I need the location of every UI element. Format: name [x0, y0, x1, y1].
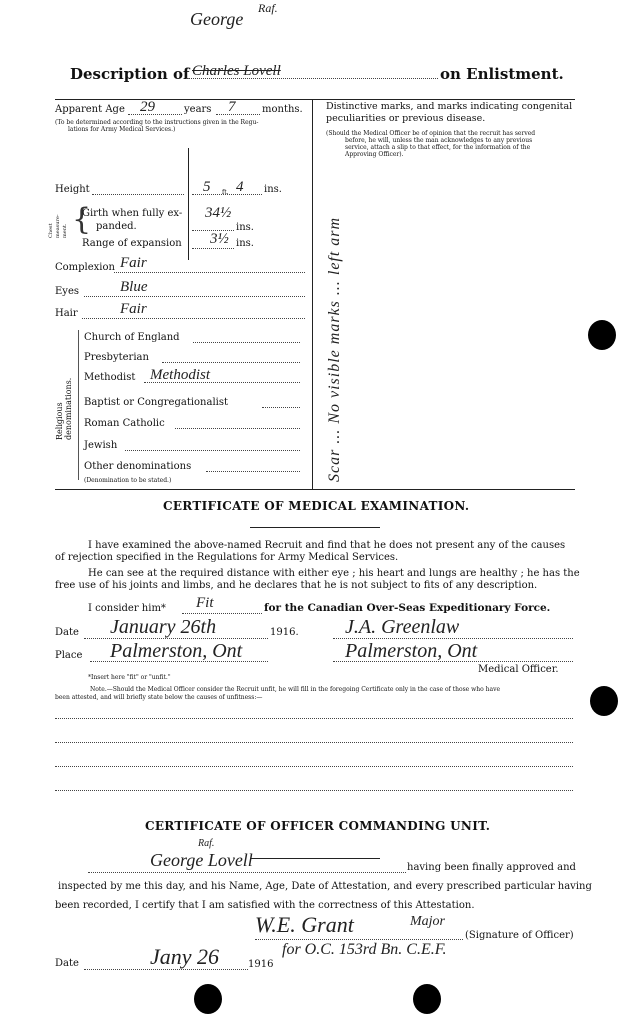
religion-note: (Denomination to be stated.) [84, 477, 172, 484]
officer-unit: for O.C. 153rd Bn. C.E.F. [282, 941, 447, 958]
age-years: 29 [140, 99, 155, 115]
religion-option: Jewish [84, 440, 118, 451]
age-note-2: lations for Army Medical Services.) [68, 126, 176, 133]
commanding-name-note: Raf. [198, 838, 215, 849]
ins-label: ins. [264, 184, 282, 195]
punch-hole [588, 320, 616, 350]
girth-label: Girth when fully ex- [82, 208, 183, 219]
medical-heading: CERTIFICATE OF MEDICAL EXAMINATION. [163, 499, 470, 513]
religion-line [206, 471, 300, 472]
religion-line [175, 428, 300, 429]
signature-label: (Signature of Officer) [465, 930, 574, 941]
months-label: months. [262, 104, 303, 115]
marks-note-2: before, he will, unless the man acknowledges to any previous [345, 137, 533, 144]
ft-label: ft. [222, 189, 229, 196]
date-value: January 26th [110, 616, 217, 638]
ins-label: ins. [236, 222, 254, 233]
marks-heading: Distinctive marks, and marks indicating congenital [326, 101, 573, 112]
age-note: (To be determined according to the instructions given in the Regu- [55, 119, 259, 126]
commanding-date-label: Date [55, 958, 79, 969]
name-note: Raf. [258, 1, 278, 15]
range-value: 3½ [210, 231, 229, 247]
medical-para1-2: of rejection specified in the Regulations for Army Medical Services. [55, 552, 399, 563]
marks-note: (Should the Medical Officer be of opinion that the recruit has served [326, 130, 536, 137]
medical-officer-signature: J.A. Greenlaw [345, 616, 460, 638]
commanding-line2: inspected by me this day, and his Name, Age, Date of Attestation, and every prescribed particular having [58, 881, 592, 892]
punch-hole [413, 984, 441, 1014]
chest-brace: { [72, 202, 92, 237]
title-right: on Enlistment. [440, 65, 564, 83]
unfitness-line [55, 742, 573, 743]
age-label: Apparent Age [55, 104, 125, 115]
commanding-date-value: Jany 26 [150, 944, 220, 969]
medical-officer-label: Medical Officer. [478, 664, 559, 675]
religion-line [262, 407, 300, 408]
commanding-year: 1916 [248, 959, 274, 970]
eyes-value: Blue [120, 279, 148, 295]
insert-note: *Insert here "fit" or "unfit." [88, 674, 171, 681]
punch-hole [590, 686, 618, 716]
unfit-note-2: been attested, and will briefly state below the causes of unfitness:— [55, 694, 263, 701]
religion-option: Other denominations [84, 461, 192, 472]
punch-hole [194, 984, 222, 1014]
age-months: 7 [228, 99, 236, 115]
officer-signature: W.E. Grant [255, 912, 354, 937]
commanding-heading: CERTIFICATE OF OFFICER COMMANDING UNIT. [145, 819, 491, 833]
unfitness-line [55, 718, 573, 719]
complexion-value: Fair [120, 255, 147, 271]
religion-line [125, 450, 300, 451]
medical-para2-2: free use of his joints and limbs, and he declares that he is not subject to fits of any description. [55, 580, 538, 591]
date-label: Date [55, 627, 79, 638]
medical-para2: He can see at the required distance with either eye ; his heart and lungs are healthy ; he has the [88, 568, 580, 579]
chest-label: Chest measure-ment. [48, 214, 68, 238]
religion-option: Baptist or Congregationalist [84, 397, 228, 408]
commanding-name: George Lovell [150, 850, 253, 870]
complexion-label: Complexion [55, 262, 115, 273]
marks-note-3: service, attach a slip to that effect, for the information of the [345, 144, 531, 151]
ins-label: ins. [236, 238, 254, 249]
corrected-name: George [190, 9, 244, 29]
religion-line [193, 342, 300, 343]
hair-label: Hair [55, 308, 78, 319]
girth-value: 34½ [205, 205, 232, 221]
unfit-note: Note.—Should the Medical Officer consider the Recruit unfit, he will fill in the foregoing Certificate only in the case of those who have [90, 686, 501, 693]
struck-name: Charles Lovell [192, 63, 281, 79]
unfitness-line [55, 790, 573, 791]
distinctive-marks-value: Scar ... No visible marks ... left arm [326, 216, 343, 482]
religion-option: Roman Catholic [84, 418, 165, 429]
years-label: years [184, 104, 212, 115]
consider-label: I consider him* [88, 603, 166, 614]
hair-value: Fair [120, 301, 147, 317]
height-label: Height [55, 184, 90, 195]
religion-label: Religious denominations. [55, 377, 73, 440]
consider-value: Fit [196, 595, 214, 611]
force-label: for the Canadian Over-Seas Expeditionary Force. [264, 602, 551, 614]
religion-option: Church of England [84, 332, 180, 343]
religion-option: Presbyterian [84, 352, 149, 363]
officer-rank: Major [410, 914, 445, 929]
title-left: Description of [70, 65, 190, 83]
eyes-label: Eyes [55, 286, 79, 297]
marks-heading-2: peculiarities or previous disease. [326, 113, 486, 124]
place-label: Place [55, 650, 83, 661]
medical-para1: I have examined the above-named Recruit and find that he does not present any of the causes [88, 540, 566, 551]
range-label: Range of expansion [82, 238, 182, 249]
height-ft: 5 [203, 179, 211, 195]
religion-line [162, 362, 300, 363]
unfitness-line [55, 766, 573, 767]
height-in: 4 [236, 179, 244, 195]
year: 1916. [270, 627, 299, 638]
commanding-line3: been recorded, I certify that I am satisfied with the correctness of this Attestation. [55, 900, 475, 911]
marks-note-4: Approving Officer). [345, 151, 404, 158]
religion-option: Methodist [84, 372, 136, 383]
medical-officer-place: Palmerston, Ont [345, 640, 478, 662]
place-value: Palmerston, Ont [110, 640, 243, 662]
girth-label-2: panded. [96, 221, 137, 232]
religion-value: Methodist [150, 367, 210, 383]
commanding-line1: having been finally approved and [407, 862, 576, 873]
